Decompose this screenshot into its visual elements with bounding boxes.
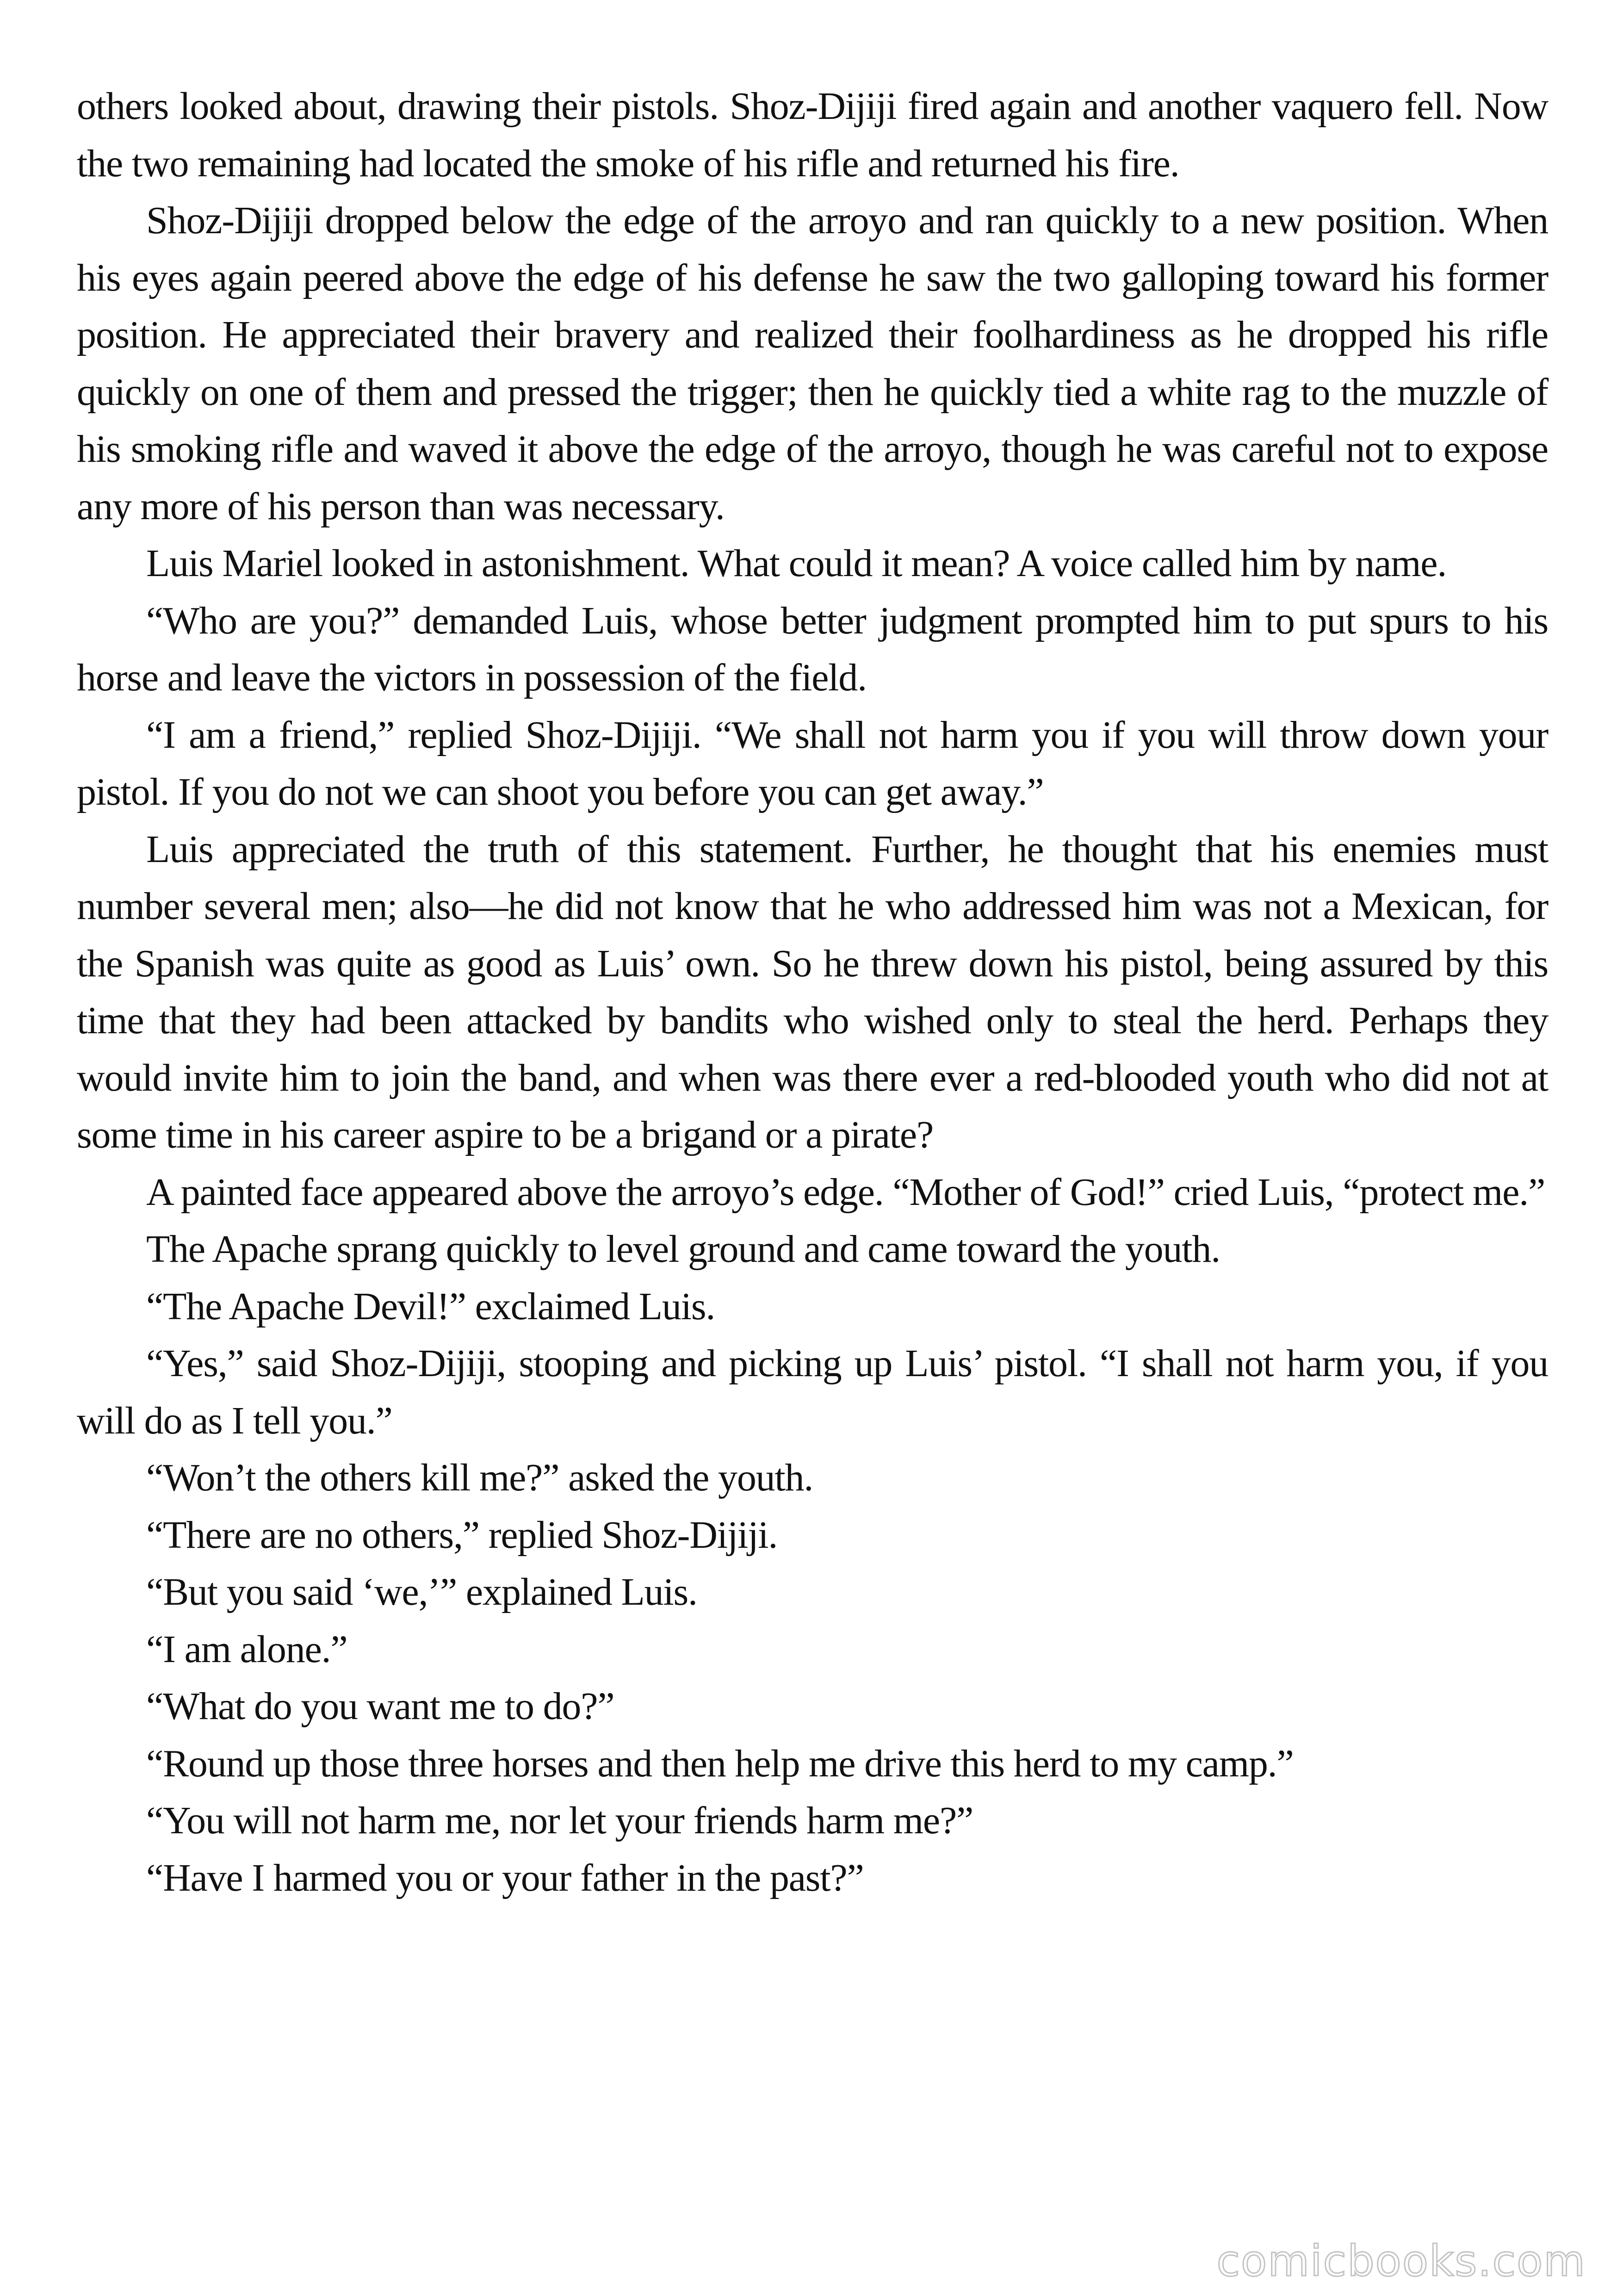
paragraph: Shoz-Dijiji dropped below the edge of the arroyo and ran quickly to a new position. When his eyes again peered above the edge of his defense he saw the two galloping toward his former position. He appreciated their bravery and realized their foolhardiness as he dropped his rifle quickly on one of them and pressed the trigger; then he quickly tied a white rag to the muzzle of his smoking rifle and waved it above the edge of the arroyo, though he was careful not to expose any more of his person than was necessary. <box>77 199 1548 528</box>
paragraph: Luis appreciated the truth of this statement. Further, he thought that his enemies must number several men; also—he did not know that he who addressed him was not a Mexican, for the Spanish was quite as good as Luis’ own. So he threw down his pistol, being assured by this time that they had been attacked by bandits who wished only to steal the herd. Perhaps they would invite him to join the band, and when was there ever a red-blooded youth who did not at some time in his career aspire to be a brigand or a pirate? <box>77 827 1548 1156</box>
paragraph: “I am alone.” <box>146 1627 347 1671</box>
paragraph: Luis Mariel looked in astonishment. What could it mean? A voice called him by name. <box>146 542 1447 585</box>
paragraph: “Won’t the others kill me?” asked the youth. <box>146 1456 813 1499</box>
body-text <box>77 78 1548 1906</box>
paragraph: “Have I harmed you or your father in the past?” <box>146 1856 864 1899</box>
paragraph: “You will not harm me, nor let your friends harm me?” <box>146 1799 973 1842</box>
watermark: comicbooks.com <box>1216 2236 1586 2286</box>
paragraph: “Round up those three horses and then help me drive this herd to my camp.” <box>146 1742 1294 1785</box>
paragraph: “Yes,” said Shoz-Dijiji, stooping and picking up Luis’ pistol. “I shall not harm you, if you will do as I tell you.” <box>77 1342 1548 1442</box>
paragraph: “I am a friend,” replied Shoz-Dijiji. “We shall not harm you if you will throw down your pistol. If you do not we can shoot you before you can get away.” <box>77 713 1548 813</box>
paragraph: others looked about, drawing their pistols. Shoz-Dijiji fired again and another vaquero fell. Now the two remaining had located the smoke of his rifle and returned his fire. <box>77 85 1548 185</box>
paragraph: “The Apache Devil!” exclaimed Luis. <box>146 1285 715 1328</box>
paragraph: “Who are you?” demanded Luis, whose better judgment prompted him to put spurs to his horse and leave the victors in possession of the field. <box>77 599 1548 699</box>
paragraph: “But you said ‘we,’” explained Luis. <box>146 1570 697 1613</box>
paragraph: “What do you want me to do?” <box>146 1685 614 1728</box>
paragraph: A painted face appeared above the arroyo’s edge. “Mother of God!” cried Luis, “protect me.” <box>146 1170 1545 1214</box>
paragraph: “There are no others,” replied Shoz-Dijiji. <box>146 1513 778 1557</box>
paragraph: The Apache sprang quickly to level ground and came toward the youth. <box>146 1228 1220 1271</box>
